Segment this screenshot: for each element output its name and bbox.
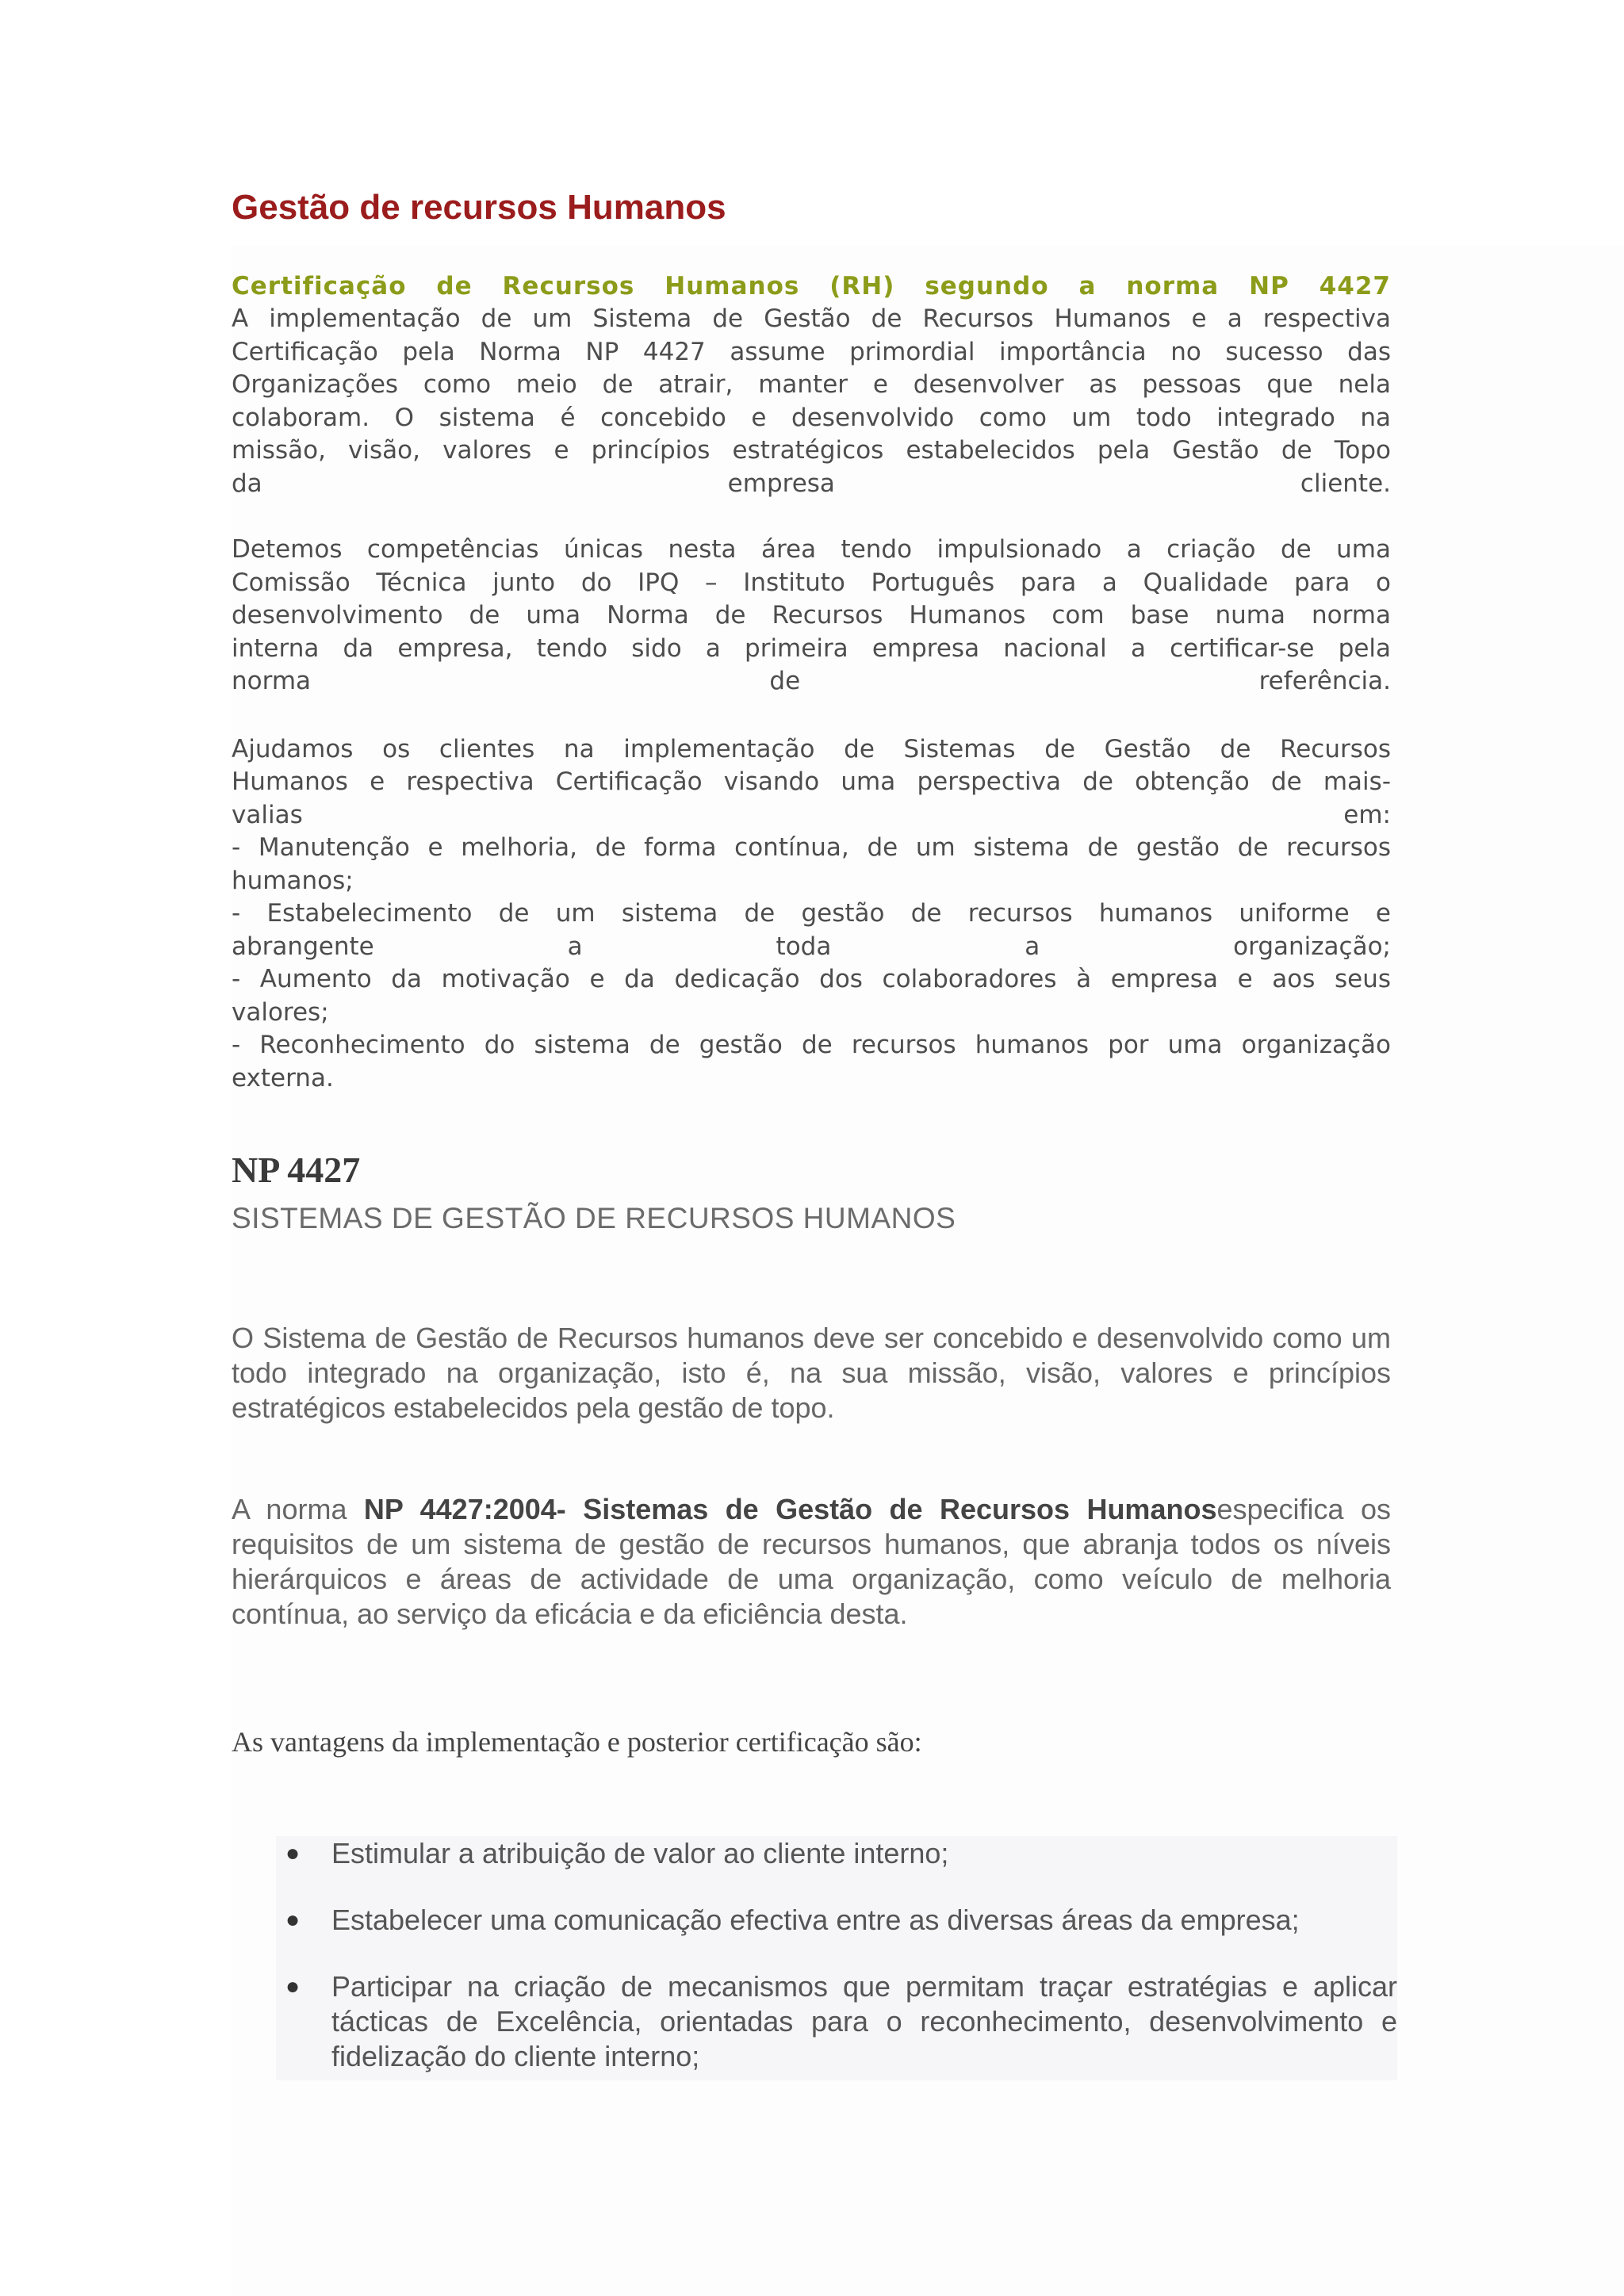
paragraph-line: da empresa cliente. bbox=[232, 469, 1391, 498]
list-item-line: humanos; bbox=[232, 866, 354, 895]
paragraph-line: Organizações como meio de atrair, manter e desenvolver as pessoas que nela bbox=[232, 370, 1391, 400]
paragraph-system: O Sistema de Gestão de Recursos humanos deve ser concebido e desenvolvido como um todo integrado na organização, isto é, na sua missão, visão, valores e princípios estratégicos estabelecidos pela gestão de topo. bbox=[232, 1321, 1391, 1424]
paragraph-line: Ajudamos os clientes na implementação de Sistemas de Gestão de Recursos bbox=[232, 734, 1391, 763]
spacer bbox=[232, 500, 1391, 534]
spacer bbox=[232, 1632, 1391, 1725]
advantages-intro: As vantagens da implementação e posterior certificação são: bbox=[232, 1725, 922, 1758]
section-certification bbox=[232, 270, 1391, 1096]
paragraph-line: desenvolvimento de uma Norma de Recursos Humanos com base numa norma bbox=[232, 601, 1391, 630]
list-item-line: valores; bbox=[232, 997, 329, 1027]
page-title: Gestão de recursos Humanos bbox=[232, 188, 726, 227]
paragraph-line: norma de referência. bbox=[232, 667, 1391, 696]
list-item-text: Estabelecer uma comunicação efectiva entre as diversas áreas da empresa; bbox=[331, 1903, 1300, 1936]
list-item-line: abrangente a toda a organização; bbox=[232, 932, 1391, 961]
paragraph-line: Comissão Técnica junto do IPQ – Instituto Português para a Qualidade para o bbox=[232, 568, 1391, 597]
paragraph-line: interna da empresa, tendo sido a primeira empresa nacional a certificar-se pela bbox=[232, 633, 1391, 663]
spacer bbox=[232, 1425, 1391, 1492]
list-item-line: - Reconhecimento do sistema de gestão de recursos humanos por uma organização bbox=[232, 1031, 1391, 1060]
paragraph-line: missão, visão, valores e princípios estratégicos estabelecidos pela Gestão de Topo bbox=[232, 436, 1391, 465]
paragraph-line: A implementação de um Sistema de Gestão de Recursos Humanos e a respectiva bbox=[232, 304, 1391, 334]
bullet-icon: ● bbox=[285, 1906, 301, 1933]
paragraph-line: Certificação pela Norma NP 4427 assume primordial importância no sucesso das bbox=[232, 337, 1391, 366]
paragraph-norma bbox=[232, 1492, 1391, 1632]
bullet-icon: ● bbox=[285, 1973, 301, 1999]
paragraph-norma-prefix: A norma bbox=[232, 1492, 364, 1525]
list-item-text: Participar na criação de mecanismos que permitam traçar estratégias e aplicar tácticas de Excelência, orientadas para o reconhecimento, desenvolvimento e fidelização do cliente interno; bbox=[331, 1969, 1397, 2072]
spacer bbox=[232, 1758, 1391, 1836]
document-content bbox=[232, 187, 1397, 2080]
paragraph-line: Detemos competências únicas nesta área tendo impulsionado a criação de uma bbox=[232, 535, 1391, 564]
advantages-list bbox=[276, 1836, 1397, 2080]
section-heading-certification: Certificação de Recursos Humanos (RH) segundo a norma NP 4427 bbox=[232, 271, 1391, 300]
list-item bbox=[276, 1836, 1397, 1871]
spacer bbox=[232, 1235, 1391, 1321]
paragraph-line: valias em: bbox=[232, 800, 1391, 829]
list-item-text: Estimular a atribuição de valor ao cliente interno; bbox=[331, 1836, 949, 1869]
spacer bbox=[232, 698, 1391, 733]
bullet-icon: ● bbox=[285, 1839, 301, 1866]
paragraph-norma-bold: NP 4427:2004- Sistemas de Gestão de Recursos Humanos bbox=[363, 1492, 1217, 1525]
paragraph-line: Humanos e respectiva Certificação visando uma perspectiva de obtenção de mais- bbox=[232, 767, 1391, 797]
list-item bbox=[276, 1903, 1397, 1938]
paragraph-line: colaboram. O sistema é concebido e desenvolvido como um todo integrado na bbox=[232, 403, 1391, 432]
list-item-line: - Manutenção e melhoria, de forma contínua, de um sistema de gestão de recursos bbox=[232, 833, 1391, 863]
section-subtitle: SISTEMAS DE GESTÃO DE RECURSOS HUMANOS bbox=[232, 1201, 956, 1234]
list-item-line: - Estabelecimento de um sistema de gestão de recursos humanos uniforme e bbox=[232, 899, 1391, 928]
list-item-line: - Aumento da motivação e da dedicação dos colaboradores à empresa e aos seus bbox=[232, 965, 1391, 994]
paragraph-norma-suffix: especifica os requisitos de um sistema de gestão de recursos humanos, que abranja todos os níveis hierárquicos e áreas de actividade de uma organização, como veículo de melhoria contínua, ao serviço da eficácia e da eficiência desta. bbox=[232, 1492, 1391, 1630]
list-item-line: externa. bbox=[232, 1063, 334, 1093]
section-title-np4427: NP 4427 bbox=[232, 1150, 361, 1191]
list-item bbox=[276, 1969, 1397, 2074]
